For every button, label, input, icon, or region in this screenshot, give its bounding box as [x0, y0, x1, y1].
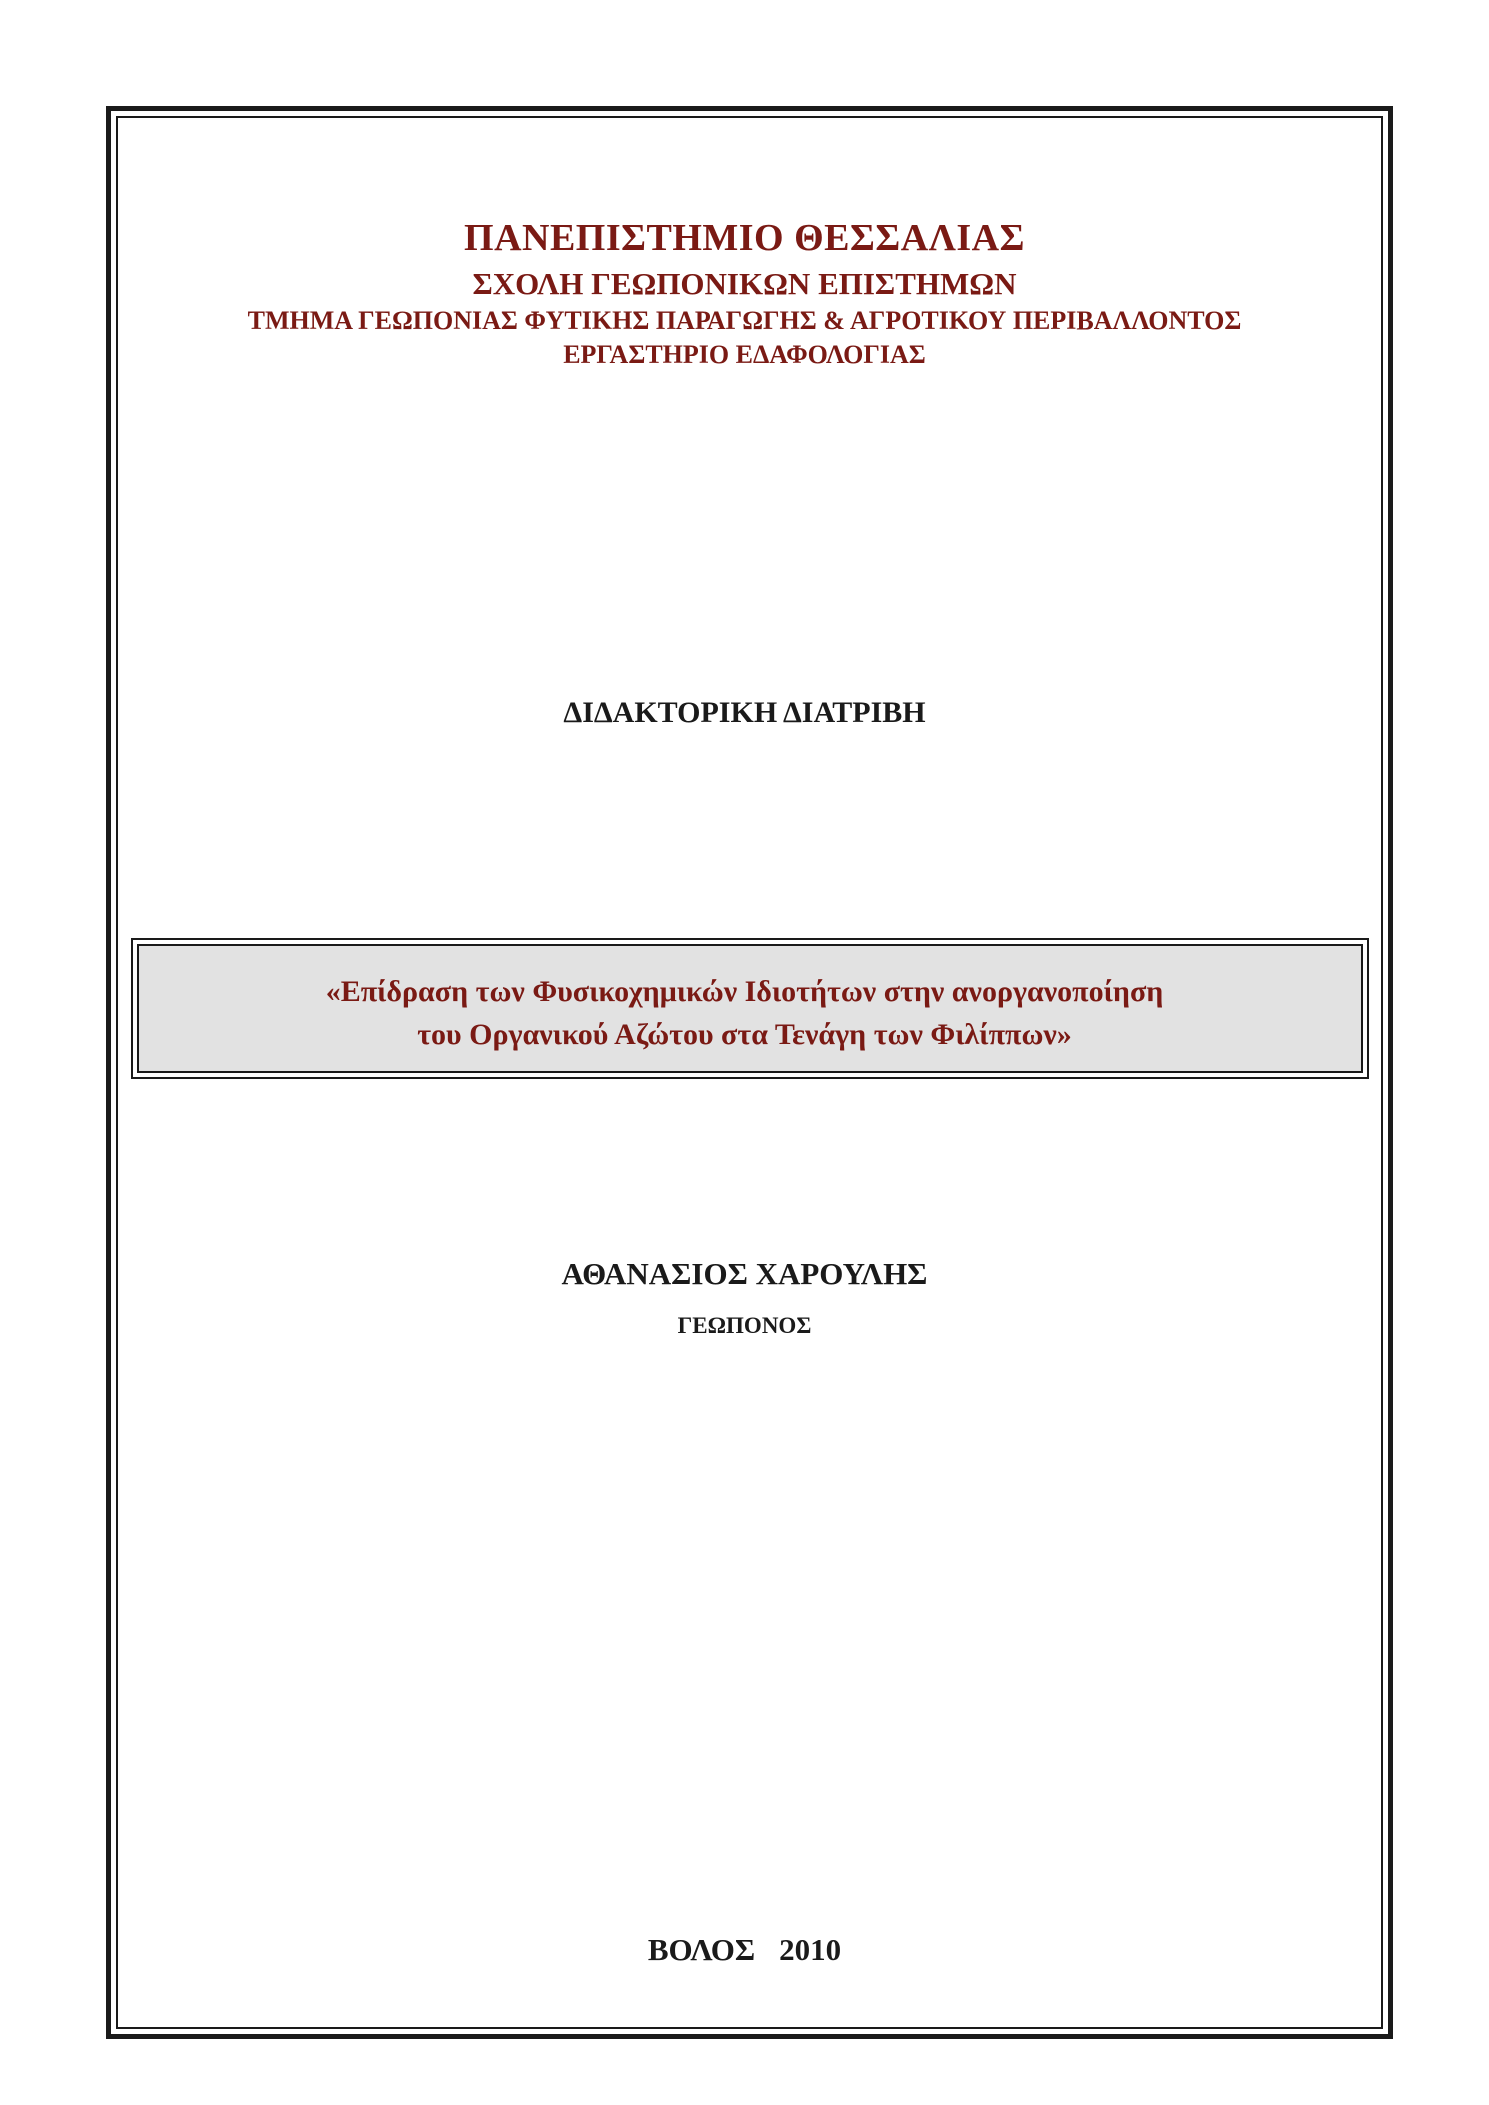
- place: ΒΟΛΟΣ: [647, 1932, 756, 1967]
- place-year-line: [0, 1932, 1489, 1968]
- document-type: ΔΙΔΑΚΤΟΡΙΚΗ ΔΙΑΤΡΙΒΗ: [563, 696, 926, 729]
- school-name: ΣΧΟΛΗ ΓΕΩΠΟΝΙΚΩΝ ΕΠΙΣΤΗΜΩΝ: [472, 266, 1017, 301]
- author-name: ΑΘΑΝΑΣΙΟΣ ΧΑΡΟΥΛΗΣ: [561, 1256, 928, 1291]
- author-profession: ΓΕΩΠΟΝΟΣ: [677, 1313, 812, 1338]
- university-name: ΠΑΝΕΠΙΣΤΗΜΙΟ ΘΕΣΣΑΛΙΑΣ: [464, 217, 1025, 259]
- year: 2010: [779, 1932, 842, 1967]
- department-name: ΤΜΗΜΑ ΓΕΩΠΟΝΙΑΣ ΦΥΤΙΚΗΣ ΠΑΡΑΓΩΓΗΣ & ΑΓΡΟΤΙΚΟΥ ΠΕΡΙΒΑΛΛΟΝΤΟΣ: [247, 306, 1242, 335]
- thesis-title-line-1: «Επίδραση των Φυσικοχημικών Ιδιοτήτων στην ανοργανοποίηση: [325, 975, 1164, 1008]
- thesis-title-line-2: του Οργανικού Αζώτου στα Τενάγη των Φιλίππων»: [417, 1018, 1072, 1051]
- laboratory-name: ΕΡΓΑΣΤΗΡΙΟ ΕΔΑΦΟΛΟΓΙΑΣ: [563, 340, 926, 369]
